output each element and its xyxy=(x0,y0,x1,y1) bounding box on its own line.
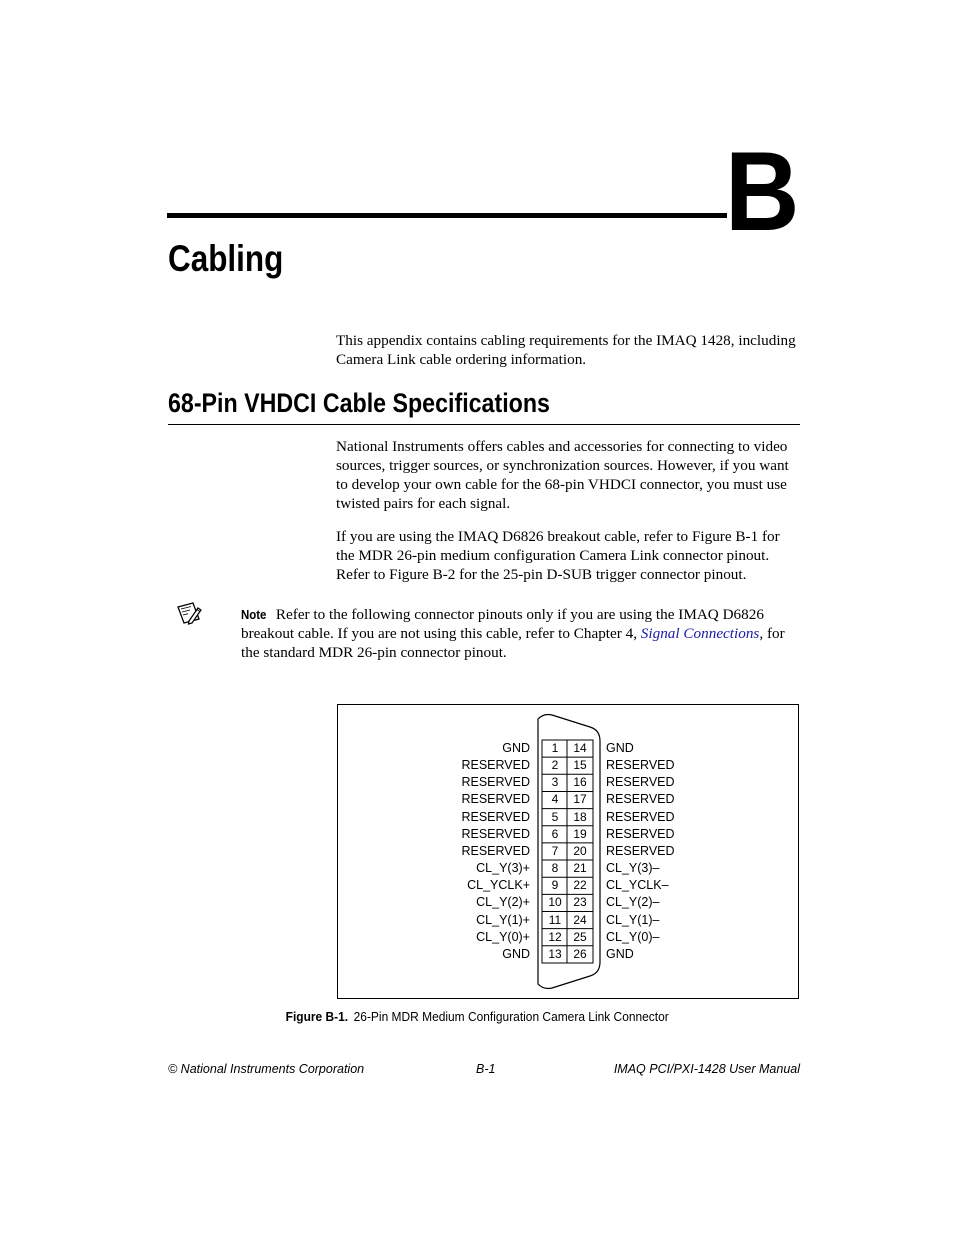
pin-label-right: RESERVED xyxy=(606,758,675,773)
pin-number: 13 xyxy=(548,946,562,961)
pin-number: 11 xyxy=(548,912,562,927)
pin-number: 24 xyxy=(573,912,587,927)
figure-caption xyxy=(0,1008,954,1026)
pin-number: 14 xyxy=(573,741,587,755)
pin-label-left: CL_Y(0)+ xyxy=(476,929,530,944)
pin-label-right: RESERVED xyxy=(606,809,675,824)
chapter-title: Cabling xyxy=(168,238,284,279)
section-paragraph-1: National Instruments offers cables and accessories for connecting to video sources, trigger sources, or synchronization sources. However, if you want to develop your own cable for the 68-pin VHDCI connector, you must use twisted pairs for each signal. xyxy=(336,438,789,512)
chapter-rule xyxy=(167,213,727,218)
pin-label-left: RESERVED xyxy=(461,758,530,773)
note-pencil-icon xyxy=(175,601,203,627)
pin-label-left: RESERVED xyxy=(461,809,530,824)
section-paragraph-2: If you are using the IMAQ D6826 breakout cable, refer to Figure B-1 for the MDR 26-pin medium configuration Camera Link connector pinout. Refer to Figure B-2 for the 25-pin D-SUB trigger connector pinout. xyxy=(336,528,780,583)
pin-label-right: CL_Y(0)– xyxy=(606,929,660,944)
note-text-after: , for the standard MDR 26-pin connector pinout. xyxy=(241,625,785,661)
pin-label-left: RESERVED xyxy=(461,792,530,807)
pin-label-left: CL_Y(3)+ xyxy=(476,861,530,876)
pin-label-left: GND xyxy=(502,946,530,961)
pin-number: 6 xyxy=(551,826,559,841)
note-text-before: Refer to the following connector pinouts only if you are using the IMAQ D6826 breakout cable. If you are not using this cable, refer to Chapter 4, xyxy=(241,606,764,642)
pin-number: 22 xyxy=(573,878,587,893)
caption-text: 26-Pin MDR Medium Configuration Camera Link Connector xyxy=(353,1009,669,1024)
pin-number: 15 xyxy=(573,758,587,773)
footer-left: © National Instruments Corporation xyxy=(168,1062,365,1076)
signal-connections-link[interactable]: Signal Connections xyxy=(640,625,760,642)
pin-number: 1 xyxy=(551,741,559,755)
pin-label-left: CL_Y(2)+ xyxy=(476,895,530,910)
footer-page-number: B-1 xyxy=(476,1062,496,1076)
pin-number: 25 xyxy=(573,929,587,944)
pin-label-right: RESERVED xyxy=(606,826,675,841)
pin-number: 4 xyxy=(551,792,559,807)
pin-number: 5 xyxy=(551,809,559,824)
intro-paragraph: This appendix contains cabling requirements for the IMAQ 1428, including Camera Link cable ordering information. xyxy=(336,332,796,368)
chapter-letter: B xyxy=(725,129,798,254)
pin-number: 20 xyxy=(573,843,587,858)
footer-right: IMAQ PCI/PXI-1428 User Manual xyxy=(613,1062,800,1076)
pin-number: 10 xyxy=(548,895,562,910)
pin-label-left: CL_Y(1)+ xyxy=(476,912,530,927)
pin-label-left: GND xyxy=(502,741,530,755)
pin-label-right: CL_YCLK– xyxy=(606,878,669,893)
pin-number: 26 xyxy=(573,946,587,961)
pin-number: 8 xyxy=(551,861,559,876)
pin-label-right: CL_Y(1)– xyxy=(606,912,660,927)
connector-figure xyxy=(337,704,799,999)
section-rule xyxy=(168,424,800,425)
section-title: 68-Pin VHDCI Cable Specifications xyxy=(168,388,550,418)
pin-number: 17 xyxy=(573,792,587,807)
caption-label: Figure B-1. xyxy=(285,1009,348,1024)
pin-label-right: CL_Y(3)– xyxy=(606,861,660,876)
pin-label-left: CL_YCLK+ xyxy=(467,878,530,893)
pin-label-right: RESERVED xyxy=(606,792,675,807)
pin-label-right: GND xyxy=(606,946,634,961)
pin-number: 2 xyxy=(551,758,559,773)
pin-label-right: RESERVED xyxy=(606,775,675,790)
pin-label-left: RESERVED xyxy=(461,843,530,858)
pin-number: 21 xyxy=(573,861,587,876)
pin-label-right: GND xyxy=(606,741,634,755)
pin-number: 7 xyxy=(551,843,559,858)
pin-number: 3 xyxy=(551,775,559,790)
pin-label-right: CL_Y(2)– xyxy=(606,895,660,910)
pin-label-left: RESERVED xyxy=(461,775,530,790)
pin-number: 19 xyxy=(573,826,587,841)
pin-number: 9 xyxy=(551,878,559,893)
pin-label-right: RESERVED xyxy=(606,843,675,858)
note-text xyxy=(241,605,801,662)
pin-number: 16 xyxy=(573,775,587,790)
pin-label-left: RESERVED xyxy=(461,826,530,841)
pin-number: 23 xyxy=(573,895,587,910)
note-label: Note xyxy=(241,607,267,622)
pin-number: 18 xyxy=(573,809,587,824)
pin-number: 12 xyxy=(548,929,562,944)
